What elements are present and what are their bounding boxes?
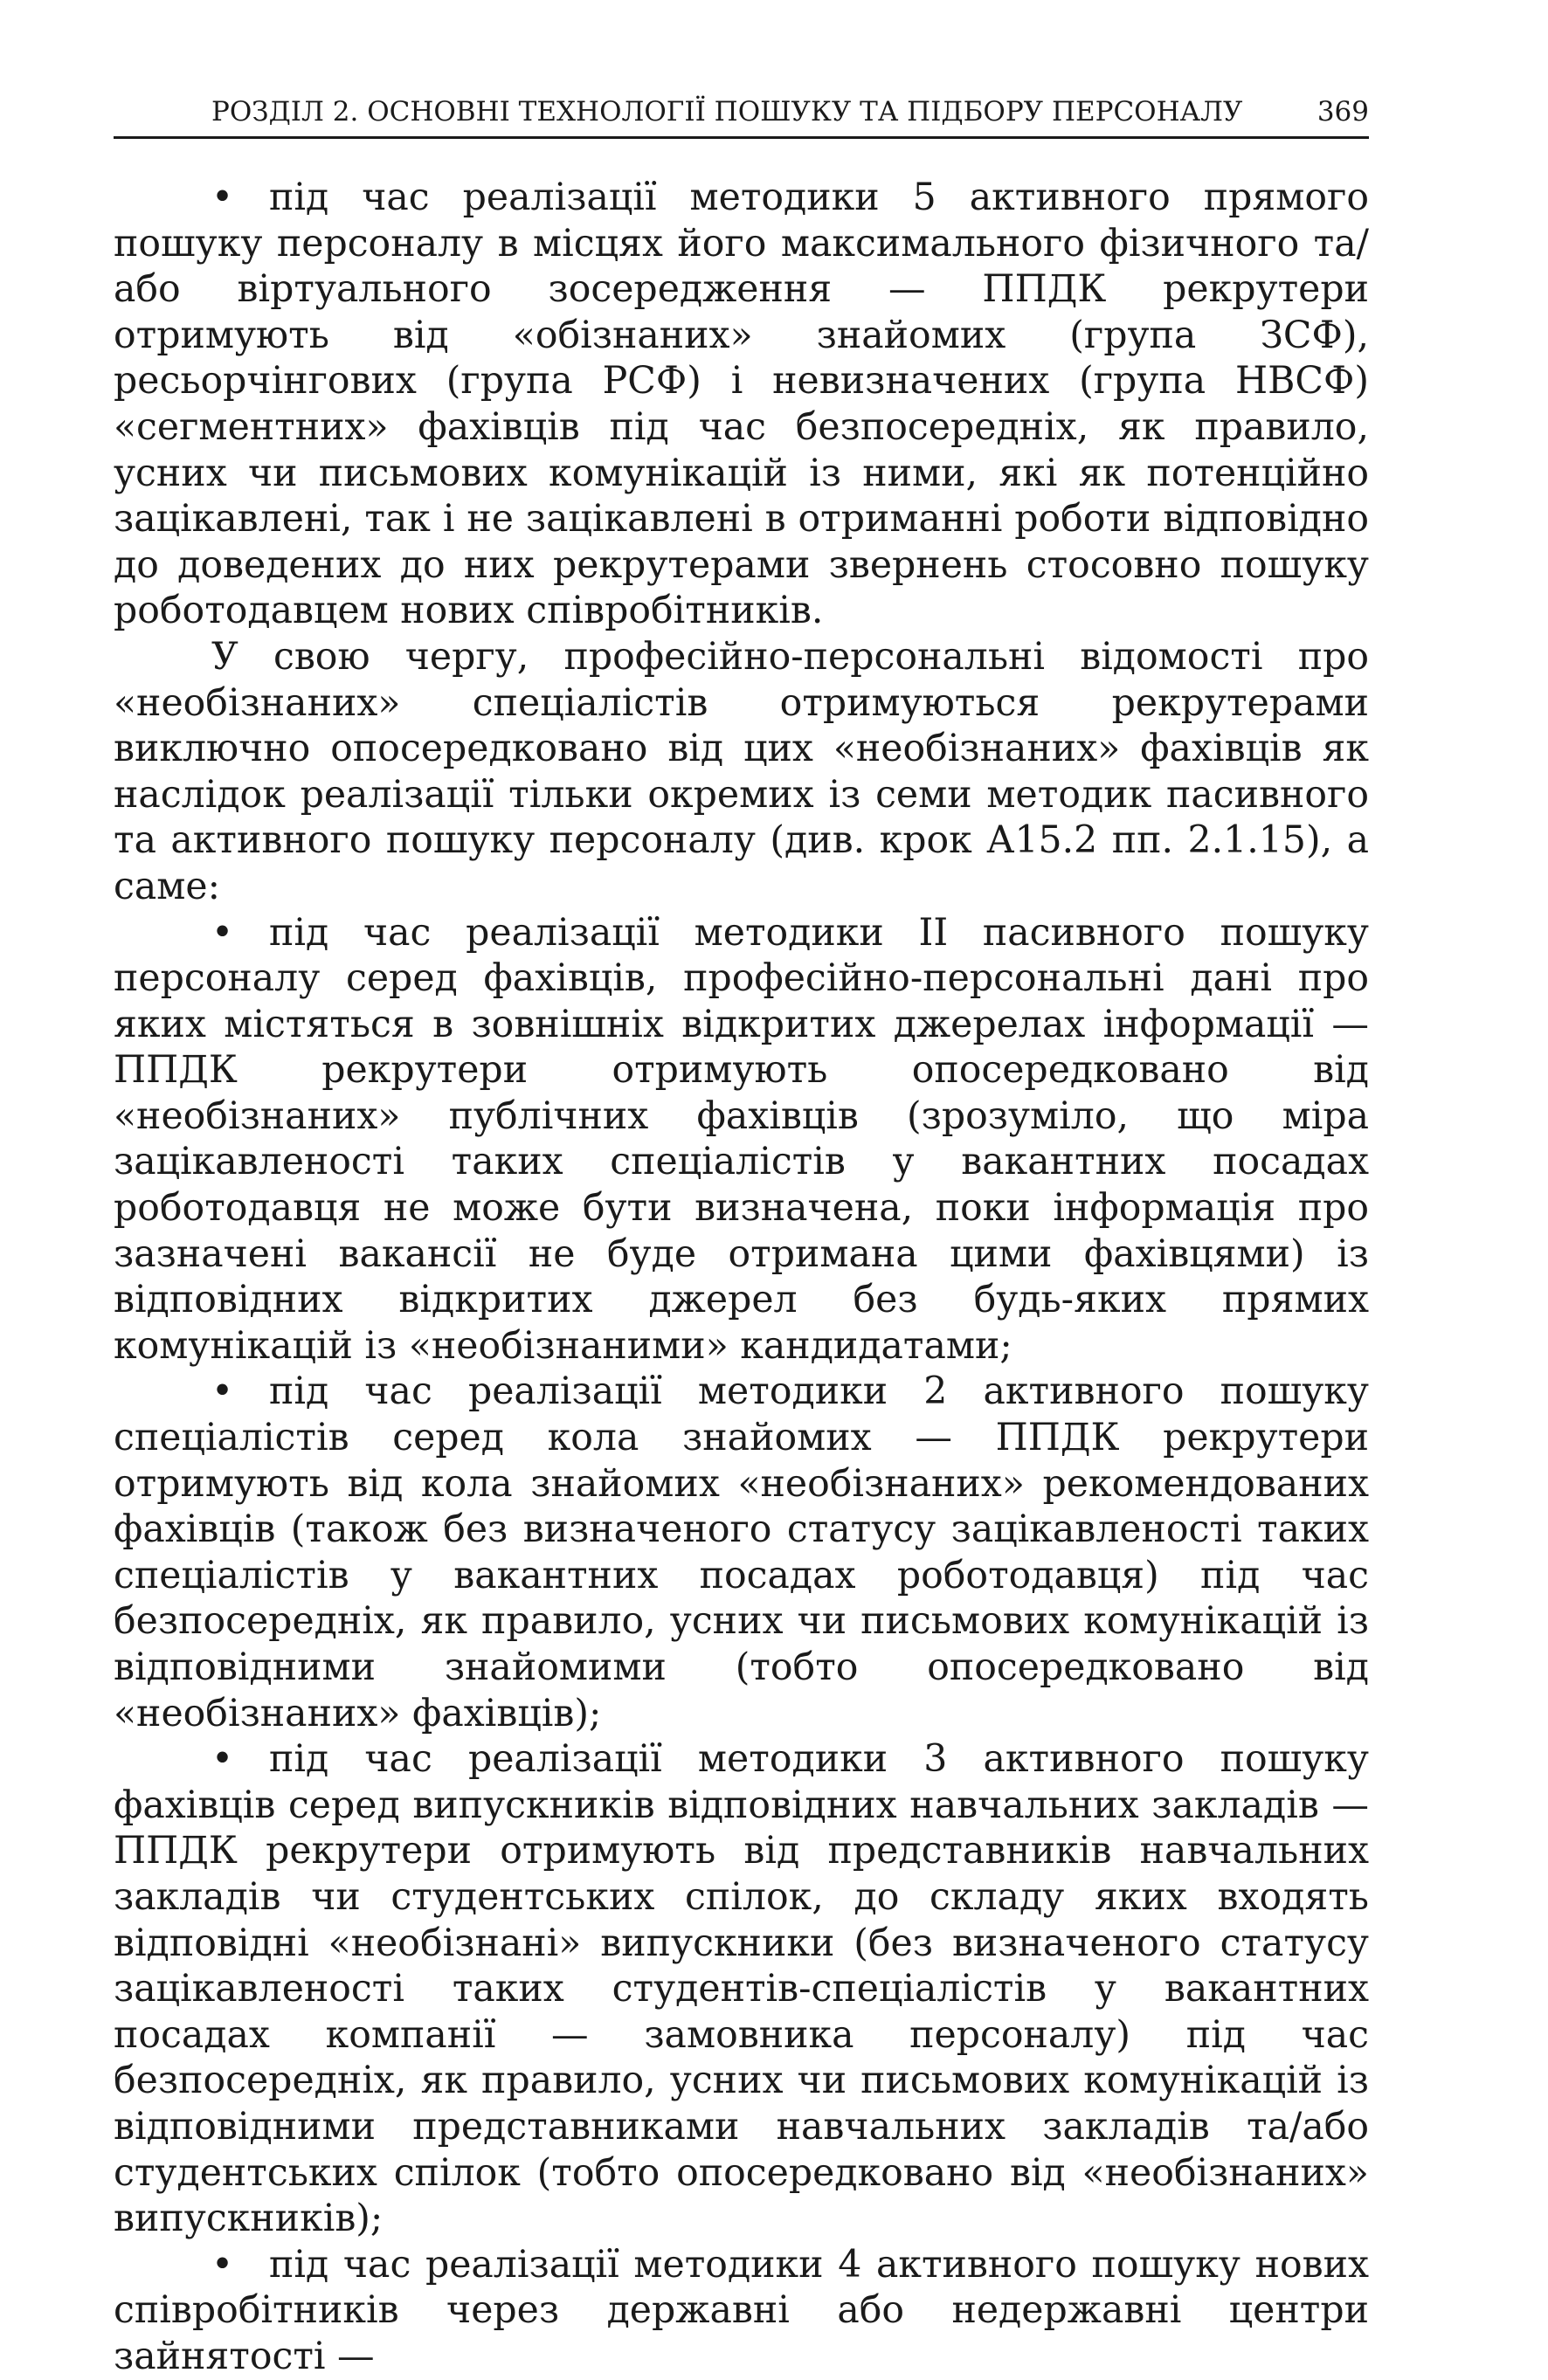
bullet-text-3: під час реалізації методики 2 активного пошуку спеціалістів серед кола знайомих — ППДК рекрутери отримують від кола знайомих «необізнаних» рекомендованих фахівців (також без визначеного статусу зацікавленості таких спеціалістів у вакантних посадах роботодавця) під час безпосередніх, як правило, усних чи письмових комунікацій із відповідними знайомими (тобто опосередковано від «необізнаних» фахівців);	[114, 1369, 1369, 1735]
chapter-title: РОЗДІЛ 2. ОСНОВНІ ТЕХНОЛОГІЇ ПОШУКУ ТА ПІДБОРУ ПЕРСОНАЛУ	[211, 96, 1243, 128]
bullet-item-3	[114, 1369, 1369, 1736]
bullet-text-1: під час реалізації методики 5 активного прямого пошуку персоналу в місцях його максимального фізичного та/або віртуального зосередження — ППДК рекрутери отримують від «обізнаних» знайомих (група ЗСФ), ресьорчінгових (група РСФ) і невизначених (група НВСФ) «сегментних» фахівців під час безпосередніх, як правило, усних чи письмових комунікацій із ними, які як потенційно зацікавлені, так і не зацікавлені в отриманні роботи відповідно до доведених до них рекрутерами звернень стосовно пошуку роботодавцем нових співробітників.	[114, 176, 1369, 633]
bullet-icon: •	[211, 910, 234, 955]
body-text	[114, 175, 1369, 2380]
bullet-text-5: під час реалізації методики 4 активного пошуку нових співробітників через державні або недержавні центри зайнятості —	[114, 2242, 1369, 2378]
bullet-icon: •	[211, 176, 234, 219]
bullet-icon: •	[211, 1737, 234, 1782]
paragraph-1: У свою чергу, професійно-персональні відомості про «необізнаних» спеціалістів отримуються рекрутерами виключно опосередковано від цих «необізнаних» фахівців як наслідок реалізації тільки окремих із семи методик пасивного та активного пошуку персоналу (див. крок А15.2 пп. 2.1.15), а саме:	[114, 634, 1369, 908]
bullet-item-2	[114, 910, 1369, 1369]
page-number: 369	[1316, 96, 1369, 128]
bullet-icon: •	[211, 2242, 234, 2287]
bullet-item-4	[114, 1736, 1369, 2242]
bullet-item-5	[114, 2242, 1369, 2380]
running-header	[114, 87, 1369, 139]
bullet-icon: •	[211, 1369, 234, 1414]
bullet-text-4: під час реалізації методики 3 активного пошуку фахівців серед випускників відповідних навчальних закладів — ППДК рекрутери отримують від представників навчальних закладів чи студентських спілок, до складу яких входять відповідні «необізнані» випускники (без визначеного статусу зацікавленості таких студентів-спеціалістів у вакантних посадах компанії — замовника персоналу) під час безпосередніх, як правило, усних чи письмових комунікацій із відповідними представниками навчальних закладів та/або студентських спілок (тобто опосередковано від «необізнаних» випускників);	[114, 1737, 1369, 2241]
bullet-text-2: під час реалізації методики ІІ пасивного пошуку персоналу серед фахівців, професійно-персональні дані про яких містяться в зовнішніх відкритих джерелах інформації — ППДК рекрутери отримують опосередковано від «необізнаних» публічних фахівців (зрозуміло, що міра зацікавленості таких спеціалістів у вакантних посадах роботодавця не може бути визначена, поки інформація про зазначені вакансії не буде отримана цими фахівцями) із відповідних відкритих джерел без будь-яких прямих комунікацій із «необізнаними» кандидатами;	[114, 910, 1369, 1368]
bullet-item-1	[114, 175, 1369, 634]
